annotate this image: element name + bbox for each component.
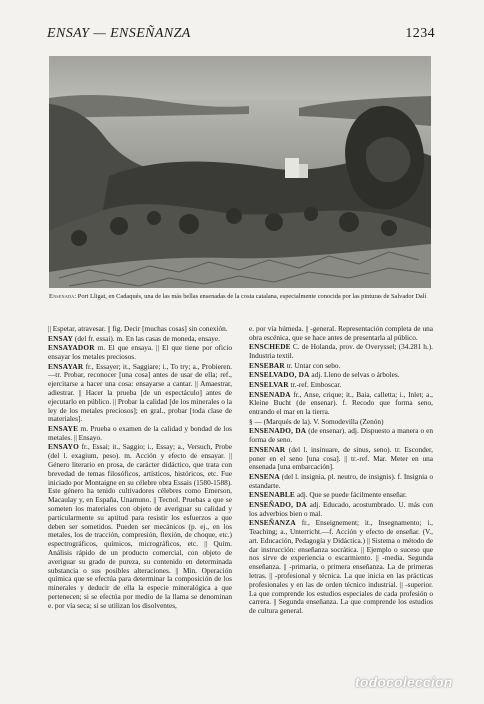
entry-headword: ENSENAR xyxy=(249,444,286,454)
entry-text: (de ensenar). adj. Dispuesto a manera o en forma de seno. xyxy=(249,426,434,445)
entry xyxy=(249,391,433,417)
entry-headword: ENSENABLE xyxy=(249,490,296,500)
entry-text: tr. Untar con sebo. xyxy=(286,360,341,370)
entry xyxy=(249,418,433,427)
entry-text: m. Prueba o examen de la calidad y bondad de los metales. || Ensayo. xyxy=(48,423,232,442)
entry xyxy=(249,362,433,371)
entry xyxy=(48,335,232,344)
entry xyxy=(249,343,433,361)
running-header xyxy=(47,26,435,44)
entry-text: adj. Educado, acostumbrado. U. más con los adverbios bien o mal. xyxy=(249,499,433,518)
entry-headword: ENSAYE xyxy=(48,423,79,433)
entry-text: m. El que ensaya. || El que tiene por oficio ensayar los metales preciosos. xyxy=(48,343,233,361)
entry-headword: ENSEÑADO, DA xyxy=(249,499,307,509)
page-number: 1234 xyxy=(405,26,435,41)
entry-text: fr., Essai; it., Saggio; i., Essay; a., Versuch, Probe (del l. exagium, peso). m. Acción y efecto de ensayar. || Género literario en prosa, de carácter didáctico, que trata con brevedad de temas filosóficos, artísticos, históricos, etc. Fue iniciado por Montaigne en su célebre obra Essais (1580-1588). Este género ha tenido cultivadores célebres como Emerson, Macaulay y, en España, Unamuno. || Tecnol. Pruebas a que se someten los materiales con objeto de averiguar su calidad y particularmente su aptitud para resistir los esfuerzos a que deben ser sometidos. Pueden ser mecánicos (p. ej., en los metales, los de tracción, compresión, flexión, de choque, etc.) espectrográficos, químicos, micrográficos, etc. || Quím. Análisis rápido de un producto comercial, con objeto de averiguar su grado de pureza, su contenido en determinada substancia o sus posibles alteraciones. || Min. Operación química que se efectúa para determinar la composición de los minerales y deducir de ella la especie mineralógica a que pertenecen; si se efectúa por medio de la llama se denominan e. por vía seca; si se utilizan los disolventes, xyxy=(48,442,233,610)
entry xyxy=(249,491,433,500)
entry xyxy=(249,446,433,472)
entry-headword: ENSAYADOR xyxy=(48,343,95,353)
entry-headword: ENSELVAR xyxy=(249,379,289,389)
entry-text: § — (Marqués de la). V. Somodevilla (Zenón) xyxy=(249,416,384,426)
caption-lead: Ensenada xyxy=(49,293,75,300)
entry-text: C. de Holanda, prov. de Overyssel; (34.281 h.). Industria textil. xyxy=(249,342,433,361)
left-column xyxy=(48,325,232,611)
entry-headword: ENSENADO, DA xyxy=(249,426,307,436)
entry xyxy=(48,425,232,443)
entry-headword: ENSENADA xyxy=(249,389,291,399)
entry xyxy=(249,427,433,445)
entry-headword: ENSENA xyxy=(249,471,280,481)
entry-text: (del l. insignia, pl. neutro, de insignis). f. Insignia o estandarte. xyxy=(249,471,433,490)
entry xyxy=(249,381,433,390)
header-title: ENSAY — ENSEÑANZA xyxy=(47,26,191,41)
entry-text: || Espetar, atravesar. || fig. Decir [muchas cosas] sin conexión. xyxy=(48,324,228,333)
watermark: todocoleccion xyxy=(355,674,453,690)
entry-text: (del l. insinuare, de sinus, seno). tr. Esconder, poner en el seno [una cosa]. || tr.-ref. Mar. Meter en una ensenada [una embarcación]. xyxy=(249,444,433,472)
entry-text: adj. Que se puede fácilmente enseñar. xyxy=(296,490,407,500)
entry xyxy=(48,363,232,425)
photograph-port-lligat xyxy=(49,56,431,288)
entry-headword: ENSCHEDE xyxy=(249,342,291,352)
entry xyxy=(249,325,433,343)
entry-text: e. por vía húmeda. || -general. Representación completa de una obra escénica, que se hace antes de presentarla al público. xyxy=(249,324,433,342)
entry-text: fr., Enseignement; it., Insegnamento; i., Teaching; a., Unterricht.—f. Acción y efecto de enseñar. (V., art. Educación, Pedagogía y Didáctica.) || Sistema o método de dar instrucción: enseñanza socrática. || Ejemplo o suceso que nos sirve de experiencia o escarmiento. || -media. Segunda enseñanza. || -primaria, o primera enseñanza. La de primeras letras. || -profesional y técnica. La que inicia en las prácticas profesionales y en las de orden técnico industrial. || -superior. La que comprende los estudios especiales de cada profesión o carrera. || Segunda enseñanza. La que comprende los estudios de cultura general. xyxy=(249,518,433,616)
entry-text: fr., Essayer; it., Saggiare; i., To try; a., Probieren.—tr. Probar, reconocer [una cosa] antes de usar de ella; ref., ejercitarse a hacer una cosa: ensayarse a cantar. || Amaestrar, adiestrar. || Hacer la prueba [de un espectáculo] antes de ejecutarlo en público. || Probar la calidad [de los minerales o la ley de los metales preciosos]; en gral., probar [toda clase de materiales]. xyxy=(48,361,232,424)
entry-headword: ENSEBAR xyxy=(249,360,285,370)
entry xyxy=(48,344,232,362)
entry-text: (del fr. essai). m. En las casas de moneda, ensaye. xyxy=(74,333,220,343)
entry-headword: ENSAY xyxy=(48,333,74,343)
entry xyxy=(48,443,232,610)
entry-text: fr., Anse, crique; it., Baia, calletta; i., Inlet; a., Kleine Bucht (de ensenar). f. Recodo que forma seno, entrando el mar en la tierra. xyxy=(249,389,433,417)
entry-headword: ENSELVADO, DA xyxy=(249,370,310,380)
right-column xyxy=(249,325,433,617)
entry xyxy=(249,519,433,616)
entry-headword: ENSAYAR xyxy=(48,361,84,371)
photo-white-house-2 xyxy=(299,164,308,178)
entry-text: tr.-ref. Emboscar. xyxy=(290,379,342,389)
entry xyxy=(48,325,232,334)
photo-white-house xyxy=(285,158,299,178)
entry-headword: ENSAYO xyxy=(48,442,79,452)
entry-text: adj. Lleno de selvas o árboles. xyxy=(311,370,400,380)
entry xyxy=(249,371,433,380)
photo-sky xyxy=(49,56,431,101)
photo-caption xyxy=(49,293,432,302)
entry xyxy=(249,501,433,519)
entry-headword: ENSEÑANZA xyxy=(249,518,296,528)
caption-text: : Port Lligat, en Cadaqués, una de las más bellas ensenadas de la costa catalana, especialmente conocida por las pinturas de Salvador Dalí xyxy=(74,293,427,300)
entry xyxy=(249,473,433,491)
